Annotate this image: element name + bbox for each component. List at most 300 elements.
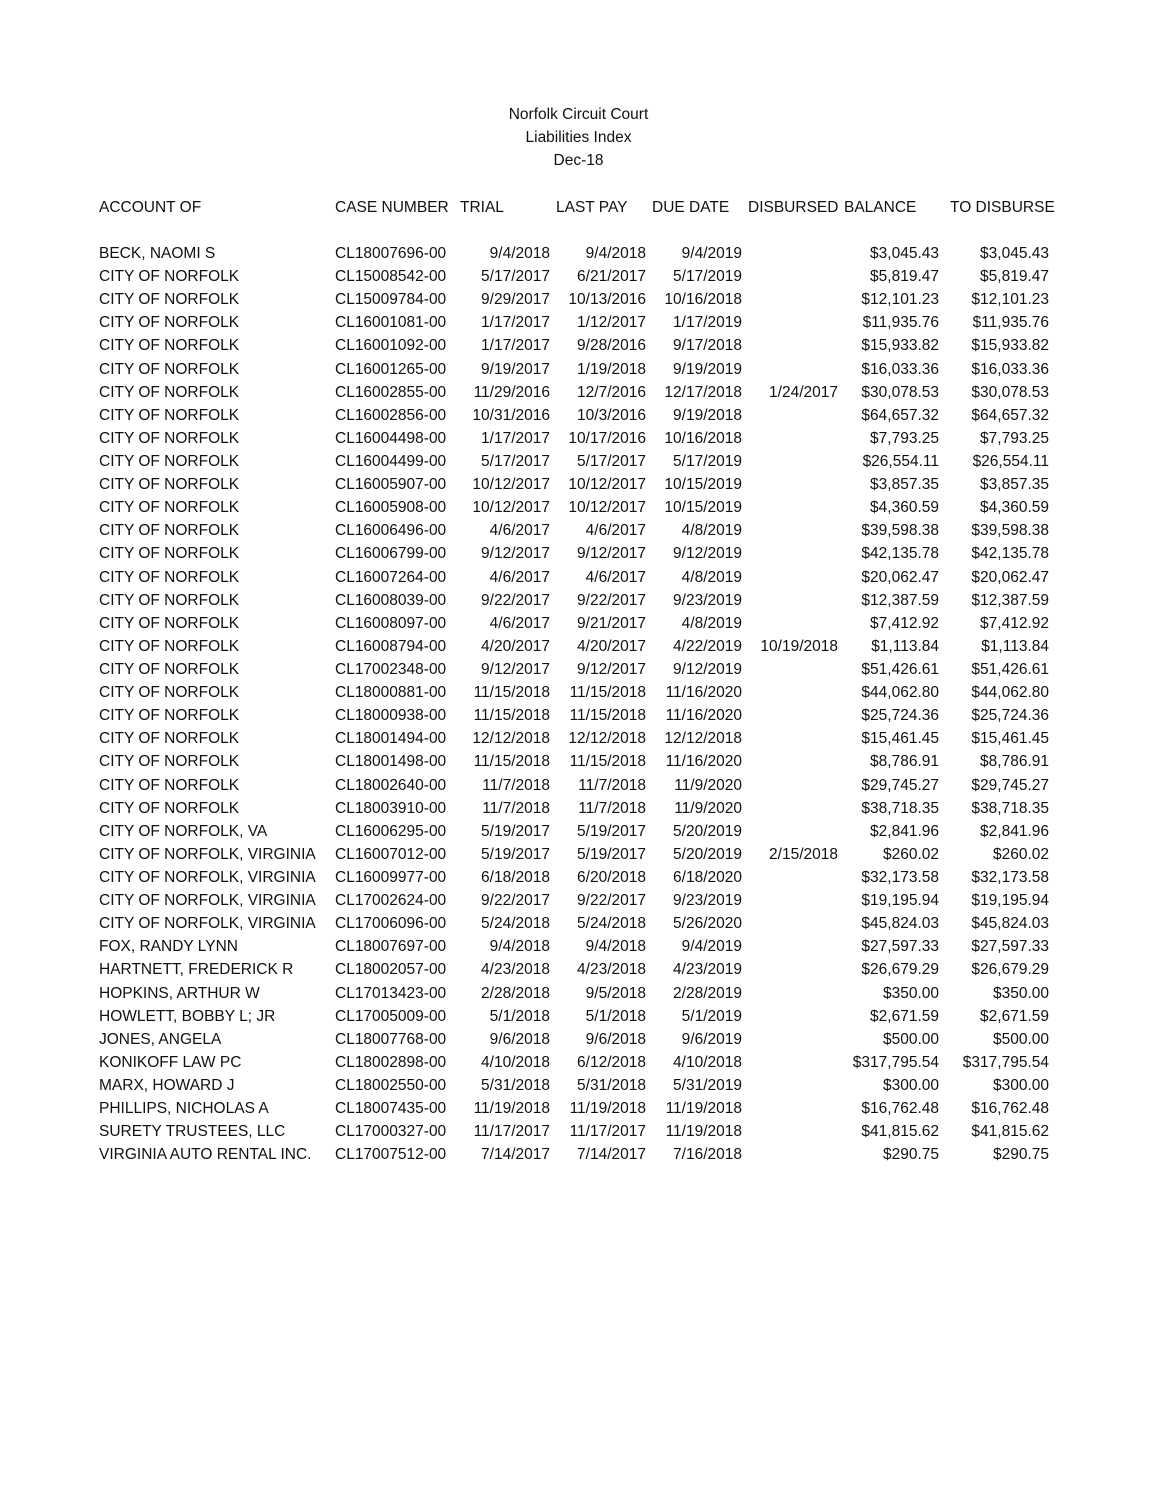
cell-last-pay: 10/17/2016 bbox=[568, 429, 646, 447]
cell-balance: $42,135.78 bbox=[861, 545, 939, 563]
cell-account-of: CITY OF NORFOLK bbox=[99, 499, 240, 517]
cell-to-disburse: $44,062.80 bbox=[971, 684, 1049, 702]
cell-case-number: CL16007264-00 bbox=[335, 568, 447, 586]
cell-due-date: 9/12/2019 bbox=[673, 660, 742, 678]
header-last-pay: LAST PAY bbox=[556, 199, 628, 216]
cell-account-of: CITY OF NORFOLK bbox=[99, 337, 240, 355]
cell-account-of: CITY OF NORFOLK bbox=[99, 776, 240, 794]
table-row bbox=[0, 612, 1157, 635]
cell-case-number: CL18002550-00 bbox=[335, 1076, 447, 1094]
table-row bbox=[0, 404, 1157, 427]
cell-balance: $350.00 bbox=[882, 984, 939, 1002]
cell-balance: $32,173.58 bbox=[861, 868, 939, 886]
cell-balance: $64,657.32 bbox=[861, 406, 939, 424]
table-row bbox=[0, 334, 1157, 357]
cell-trial: 11/15/2018 bbox=[473, 707, 550, 725]
cell-balance: $12,101.23 bbox=[861, 291, 939, 309]
cell-balance: $41,815.62 bbox=[861, 1123, 939, 1141]
cell-to-disburse: $1,113.84 bbox=[981, 637, 1049, 655]
column-headers bbox=[0, 196, 1157, 219]
cell-trial: 6/18/2018 bbox=[481, 868, 550, 886]
cell-trial: 5/24/2018 bbox=[481, 915, 550, 933]
cell-account-of: FOX, RANDY LYNN bbox=[99, 938, 238, 956]
cell-case-number: CL16001265-00 bbox=[335, 360, 447, 378]
cell-due-date: 9/23/2019 bbox=[673, 892, 742, 910]
cell-balance: $12,387.59 bbox=[861, 591, 939, 609]
cell-to-disburse: $12,101.23 bbox=[971, 291, 1049, 309]
cell-to-disburse: $5,819.47 bbox=[980, 268, 1049, 286]
cell-last-pay: 9/21/2017 bbox=[577, 614, 646, 632]
cell-last-pay: 1/19/2018 bbox=[577, 360, 646, 378]
cell-due-date: 11/9/2020 bbox=[674, 776, 742, 794]
cell-due-date: 4/10/2018 bbox=[673, 1053, 742, 1071]
cell-due-date: 5/26/2020 bbox=[673, 915, 742, 933]
cell-balance: $7,793.25 bbox=[870, 429, 939, 447]
cell-to-disburse: $39,598.38 bbox=[971, 522, 1049, 540]
cell-due-date: 9/4/2019 bbox=[681, 245, 742, 262]
cell-trial: 9/19/2017 bbox=[481, 360, 550, 378]
cell-balance: $20,062.47 bbox=[861, 568, 939, 586]
cell-last-pay: 1/12/2017 bbox=[577, 314, 646, 332]
cell-to-disburse: $32,173.58 bbox=[971, 868, 1049, 886]
header-balance: BALANCE bbox=[844, 199, 917, 216]
cell-trial: 4/23/2018 bbox=[481, 961, 550, 979]
cell-trial: 5/1/2018 bbox=[489, 1007, 550, 1025]
cell-last-pay: 4/6/2017 bbox=[585, 568, 646, 586]
cell-to-disburse: $3,045.43 bbox=[980, 245, 1049, 262]
cell-balance: $500.00 bbox=[882, 1030, 939, 1048]
cell-due-date: 10/16/2018 bbox=[664, 291, 742, 309]
cell-account-of: JONES, ANGELA bbox=[99, 1030, 222, 1048]
cell-last-pay: 11/15/2018 bbox=[569, 753, 646, 771]
cell-account-of: SURETY TRUSTEES, LLC bbox=[99, 1123, 286, 1141]
table-row bbox=[0, 311, 1157, 334]
report-header bbox=[0, 103, 1157, 172]
cell-trial: 5/17/2017 bbox=[481, 268, 550, 286]
cell-account-of: HARTNETT, FREDERICK R bbox=[99, 961, 294, 979]
cell-last-pay: 5/24/2018 bbox=[577, 915, 646, 933]
cell-trial: 5/19/2017 bbox=[481, 822, 550, 840]
cell-trial: 11/7/2018 bbox=[482, 799, 550, 817]
cell-account-of: CITY OF NORFOLK bbox=[99, 591, 240, 609]
cell-balance: $8,786.91 bbox=[870, 753, 939, 771]
cell-last-pay: 7/14/2017 bbox=[577, 1146, 646, 1164]
cell-trial: 9/12/2017 bbox=[481, 545, 550, 563]
cell-due-date: 10/16/2018 bbox=[664, 429, 742, 447]
cell-last-pay: 11/7/2018 bbox=[578, 799, 646, 817]
table-row bbox=[0, 566, 1157, 589]
cell-due-date: 11/16/2020 bbox=[665, 707, 742, 725]
cell-balance: $26,554.11 bbox=[862, 452, 939, 470]
cell-due-date: 12/12/2018 bbox=[664, 730, 742, 748]
cell-due-date: 12/17/2018 bbox=[664, 383, 742, 401]
table-row bbox=[0, 982, 1157, 1005]
cell-trial: 9/12/2017 bbox=[481, 660, 550, 678]
header-to-disburse: TO DISBURSE bbox=[950, 199, 1055, 216]
cell-due-date: 7/16/2018 bbox=[673, 1146, 742, 1164]
cell-last-pay: 9/4/2018 bbox=[585, 245, 646, 262]
cell-due-date: 5/20/2019 bbox=[673, 845, 742, 863]
cell-disbursed: 1/24/2017 bbox=[769, 383, 838, 401]
cell-case-number: CL18007768-00 bbox=[335, 1030, 447, 1048]
cell-case-number: CL18003910-00 bbox=[335, 799, 447, 817]
cell-case-number: CL17007512-00 bbox=[335, 1146, 447, 1164]
cell-trial: 1/17/2017 bbox=[481, 314, 550, 332]
cell-disbursed: 10/19/2018 bbox=[760, 637, 838, 655]
cell-case-number: CL18002057-00 bbox=[335, 961, 447, 979]
cell-balance: $39,598.38 bbox=[861, 522, 939, 540]
cell-account-of: CITY OF NORFOLK bbox=[99, 383, 240, 401]
cell-last-pay: 9/6/2018 bbox=[585, 1030, 646, 1048]
cell-last-pay: 9/22/2017 bbox=[577, 892, 646, 910]
table-row bbox=[0, 381, 1157, 404]
cell-to-disburse: $8,786.91 bbox=[980, 753, 1049, 771]
cell-last-pay: 4/6/2017 bbox=[585, 522, 646, 540]
cell-last-pay: 11/15/2018 bbox=[569, 684, 646, 702]
table-row bbox=[0, 889, 1157, 912]
cell-to-disburse: $30,078.53 bbox=[971, 383, 1049, 401]
cell-trial: 9/22/2017 bbox=[481, 591, 550, 609]
cell-account-of: KONIKOFF LAW PC bbox=[99, 1053, 242, 1071]
table-row bbox=[0, 288, 1157, 311]
cell-to-disburse: $7,412.92 bbox=[980, 614, 1049, 632]
cell-to-disburse: $45,824.03 bbox=[971, 915, 1049, 933]
cell-case-number: CL16008097-00 bbox=[335, 614, 447, 632]
table-row bbox=[0, 1097, 1157, 1120]
cell-case-number: CL16002855-00 bbox=[335, 383, 447, 401]
cell-last-pay: 11/19/2018 bbox=[569, 1100, 646, 1118]
cell-account-of: CITY OF NORFOLK, VIRGINIA bbox=[99, 915, 316, 933]
cell-trial: 10/31/2016 bbox=[472, 406, 550, 424]
cell-trial: 1/17/2017 bbox=[481, 337, 550, 355]
cell-case-number: CL16008794-00 bbox=[335, 637, 447, 655]
table-row bbox=[0, 866, 1157, 889]
cell-last-pay: 6/21/2017 bbox=[577, 268, 646, 286]
table-row bbox=[0, 496, 1157, 519]
table-row bbox=[0, 358, 1157, 381]
cell-balance: $317,795.54 bbox=[852, 1053, 939, 1071]
cell-trial: 10/12/2017 bbox=[472, 499, 550, 517]
cell-to-disburse: $2,841.96 bbox=[980, 822, 1049, 840]
table-row bbox=[0, 589, 1157, 612]
cell-to-disburse: $15,933.82 bbox=[971, 337, 1049, 355]
cell-due-date: 10/15/2019 bbox=[664, 499, 742, 517]
cell-case-number: CL16002856-00 bbox=[335, 406, 447, 424]
cell-balance: $51,426.61 bbox=[861, 660, 939, 678]
cell-account-of: CITY OF NORFOLK bbox=[99, 799, 240, 817]
cell-balance: $15,461.45 bbox=[861, 730, 939, 748]
cell-last-pay: 10/13/2016 bbox=[568, 291, 646, 309]
cell-due-date: 9/6/2019 bbox=[681, 1030, 742, 1048]
cell-balance: $16,762.48 bbox=[861, 1100, 939, 1118]
cell-due-date: 9/23/2019 bbox=[673, 591, 742, 609]
cell-to-disburse: $7,793.25 bbox=[980, 429, 1049, 447]
cell-account-of: CITY OF NORFOLK bbox=[99, 568, 240, 586]
cell-balance: $290.75 bbox=[882, 1146, 939, 1164]
cell-balance: $7,412.92 bbox=[870, 614, 939, 632]
cell-case-number: CL17013423-00 bbox=[335, 984, 447, 1002]
cell-last-pay: 6/20/2018 bbox=[577, 868, 646, 886]
table-row bbox=[0, 774, 1157, 797]
cell-to-disburse: $290.75 bbox=[992, 1146, 1049, 1164]
cell-case-number: CL17000327-00 bbox=[335, 1123, 447, 1141]
cell-balance: $260.02 bbox=[882, 845, 939, 863]
cell-trial: 11/7/2018 bbox=[482, 776, 550, 794]
cell-balance: $3,045.43 bbox=[870, 245, 939, 262]
cell-due-date: 9/19/2019 bbox=[673, 360, 742, 378]
table-row bbox=[0, 542, 1157, 565]
cell-due-date: 4/8/2019 bbox=[681, 522, 742, 540]
cell-trial: 9/6/2018 bbox=[489, 1030, 550, 1048]
cell-trial: 11/29/2016 bbox=[473, 383, 550, 401]
cell-case-number: CL18002898-00 bbox=[335, 1053, 447, 1071]
cell-last-pay: 12/7/2016 bbox=[577, 383, 646, 401]
cell-balance: $27,597.33 bbox=[861, 938, 939, 956]
cell-to-disburse: $26,679.29 bbox=[971, 961, 1049, 979]
cell-to-disburse: $11,935.76 bbox=[972, 314, 1049, 332]
cell-balance: $4,360.59 bbox=[870, 499, 939, 517]
cell-to-disburse: $19,195.94 bbox=[971, 892, 1049, 910]
cell-last-pay: 9/12/2017 bbox=[577, 660, 646, 678]
cell-balance: $19,195.94 bbox=[861, 892, 939, 910]
table-row bbox=[0, 797, 1157, 820]
table-row bbox=[0, 519, 1157, 542]
cell-case-number: CL18007435-00 bbox=[335, 1100, 447, 1118]
cell-account-of: BECK, NAOMI S bbox=[99, 245, 216, 262]
header-case-number: CASE NUMBER bbox=[335, 199, 449, 216]
cell-trial: 1/17/2017 bbox=[481, 429, 550, 447]
cell-due-date: 6/18/2020 bbox=[673, 868, 742, 886]
cell-trial: 11/15/2018 bbox=[473, 753, 550, 771]
cell-last-pay: 9/5/2018 bbox=[585, 984, 646, 1002]
cell-trial: 4/6/2017 bbox=[489, 614, 550, 632]
cell-case-number: CL18001498-00 bbox=[335, 753, 447, 771]
cell-case-number: CL16005908-00 bbox=[335, 499, 447, 517]
liabilities-table bbox=[0, 242, 1157, 1166]
report-period: Dec-18 bbox=[553, 152, 604, 169]
cell-to-disburse: $16,762.48 bbox=[971, 1100, 1049, 1118]
cell-due-date: 9/4/2019 bbox=[681, 938, 742, 956]
cell-last-pay: 11/7/2018 bbox=[578, 776, 646, 794]
table-row bbox=[0, 635, 1157, 658]
cell-due-date: 10/15/2019 bbox=[664, 476, 742, 494]
header-account-of: ACCOUNT OF bbox=[99, 199, 202, 216]
cell-due-date: 5/20/2019 bbox=[673, 822, 742, 840]
cell-last-pay: 10/3/2016 bbox=[577, 406, 646, 424]
cell-disbursed: 2/15/2018 bbox=[769, 845, 838, 863]
header-due-date: DUE DATE bbox=[652, 199, 730, 216]
cell-account-of: CITY OF NORFOLK bbox=[99, 429, 240, 447]
cell-trial: 4/6/2017 bbox=[489, 568, 550, 586]
cell-case-number: CL16008039-00 bbox=[335, 591, 447, 609]
cell-last-pay: 5/19/2017 bbox=[577, 822, 646, 840]
cell-due-date: 4/8/2019 bbox=[681, 568, 742, 586]
cell-case-number: CL16004498-00 bbox=[335, 429, 447, 447]
cell-to-disburse: $300.00 bbox=[992, 1076, 1049, 1094]
cell-trial: 9/29/2017 bbox=[481, 291, 550, 309]
header-trial: TRIAL bbox=[460, 199, 504, 216]
cell-case-number: CL16004499-00 bbox=[335, 452, 447, 470]
table-row bbox=[0, 912, 1157, 935]
cell-account-of: CITY OF NORFOLK bbox=[99, 545, 240, 563]
cell-account-of: CITY OF NORFOLK bbox=[99, 360, 240, 378]
cell-due-date: 9/19/2018 bbox=[673, 406, 742, 424]
cell-to-disburse: $12,387.59 bbox=[971, 591, 1049, 609]
cell-last-pay: 5/31/2018 bbox=[577, 1076, 646, 1094]
cell-case-number: CL16009977-00 bbox=[335, 868, 447, 886]
cell-last-pay: 5/1/2018 bbox=[585, 1007, 646, 1025]
cell-case-number: CL16006496-00 bbox=[335, 522, 447, 540]
cell-case-number: CL16001081-00 bbox=[335, 314, 447, 332]
cell-to-disburse: $42,135.78 bbox=[971, 545, 1049, 563]
cell-balance: $30,078.53 bbox=[861, 383, 939, 401]
cell-account-of: CITY OF NORFOLK, VA bbox=[99, 822, 268, 840]
table-row bbox=[0, 958, 1157, 981]
cell-case-number: CL16005907-00 bbox=[335, 476, 447, 494]
cell-account-of: CITY OF NORFOLK bbox=[99, 753, 240, 771]
cell-balance: $3,857.35 bbox=[870, 476, 939, 494]
cell-last-pay: 5/19/2017 bbox=[577, 845, 646, 863]
cell-to-disburse: $16,033.36 bbox=[971, 360, 1049, 378]
cell-last-pay: 12/12/2018 bbox=[568, 730, 646, 748]
cell-account-of: HOPKINS, ARTHUR W bbox=[99, 984, 260, 1002]
table-row bbox=[0, 1120, 1157, 1143]
cell-to-disburse: $4,360.59 bbox=[980, 499, 1049, 517]
cell-to-disburse: $317,795.54 bbox=[962, 1053, 1049, 1071]
cell-last-pay: 10/12/2017 bbox=[568, 499, 646, 517]
cell-case-number: CL18000938-00 bbox=[335, 707, 447, 725]
cell-case-number: CL17002348-00 bbox=[335, 660, 447, 678]
cell-to-disburse: $350.00 bbox=[992, 984, 1049, 1002]
cell-account-of: CITY OF NORFOLK bbox=[99, 268, 240, 286]
cell-to-disburse: $260.02 bbox=[992, 845, 1049, 863]
cell-trial: 4/6/2017 bbox=[489, 522, 550, 540]
cell-balance: $38,718.35 bbox=[861, 799, 939, 817]
cell-to-disburse: $2,671.59 bbox=[980, 1007, 1049, 1025]
cell-to-disburse: $51,426.61 bbox=[971, 660, 1049, 678]
cell-last-pay: 4/23/2018 bbox=[577, 961, 646, 979]
cell-account-of: CITY OF NORFOLK, VIRGINIA bbox=[99, 845, 316, 863]
cell-trial: 9/4/2018 bbox=[489, 938, 550, 956]
cell-trial: 5/17/2017 bbox=[481, 452, 550, 470]
cell-account-of: MARX, HOWARD J bbox=[99, 1076, 235, 1094]
table-row bbox=[0, 242, 1157, 265]
table-row bbox=[0, 450, 1157, 473]
cell-due-date: 11/16/2020 bbox=[665, 684, 742, 702]
cell-to-disburse: $64,657.32 bbox=[971, 406, 1049, 424]
cell-account-of: CITY OF NORFOLK bbox=[99, 707, 240, 725]
cell-case-number: CL16007012-00 bbox=[335, 845, 447, 863]
cell-last-pay: 9/28/2016 bbox=[577, 337, 646, 355]
cell-balance: $2,671.59 bbox=[870, 1007, 939, 1025]
table-row bbox=[0, 658, 1157, 681]
cell-account-of: CITY OF NORFOLK, VIRGINIA bbox=[99, 868, 316, 886]
cell-trial: 7/14/2017 bbox=[481, 1146, 550, 1164]
cell-to-disburse: $29,745.27 bbox=[971, 776, 1049, 794]
cell-balance: $29,745.27 bbox=[861, 776, 939, 794]
cell-to-disburse: $41,815.62 bbox=[971, 1123, 1049, 1141]
cell-account-of: CITY OF NORFOLK bbox=[99, 452, 240, 470]
cell-account-of: PHILLIPS, NICHOLAS A bbox=[99, 1100, 269, 1118]
cell-to-disburse: $26,554.11 bbox=[972, 452, 1049, 470]
cell-last-pay: 11/15/2018 bbox=[569, 707, 646, 725]
cell-due-date: 4/22/2019 bbox=[673, 637, 742, 655]
cell-to-disburse: $25,724.36 bbox=[971, 707, 1049, 725]
cell-case-number: CL17002624-00 bbox=[335, 892, 447, 910]
cell-trial: 4/10/2018 bbox=[481, 1053, 550, 1071]
cell-balance: $5,819.47 bbox=[870, 268, 939, 286]
cell-case-number: CL15009784-00 bbox=[335, 291, 447, 309]
cell-balance: $2,841.96 bbox=[870, 822, 939, 840]
cell-account-of: HOWLETT, BOBBY L; JR bbox=[99, 1007, 276, 1025]
cell-case-number: CL18002640-00 bbox=[335, 776, 447, 794]
cell-case-number: CL18007697-00 bbox=[335, 938, 447, 956]
table-row bbox=[0, 1051, 1157, 1074]
cell-balance: $1,113.84 bbox=[871, 637, 939, 655]
cell-to-disburse: $15,461.45 bbox=[971, 730, 1049, 748]
cell-balance: $44,062.80 bbox=[861, 684, 939, 702]
table-row bbox=[0, 1143, 1157, 1166]
cell-last-pay: 11/17/2017 bbox=[569, 1123, 646, 1141]
cell-due-date: 11/9/2020 bbox=[674, 799, 742, 817]
cell-balance: $45,824.03 bbox=[861, 915, 939, 933]
table-row bbox=[0, 265, 1157, 288]
cell-last-pay: 9/22/2017 bbox=[577, 591, 646, 609]
table-row bbox=[0, 473, 1157, 496]
cell-last-pay: 10/12/2017 bbox=[568, 476, 646, 494]
cell-to-disburse: $20,062.47 bbox=[971, 568, 1049, 586]
table-row bbox=[0, 750, 1157, 773]
cell-due-date: 2/28/2019 bbox=[673, 984, 742, 1002]
cell-account-of: CITY OF NORFOLK bbox=[99, 406, 240, 424]
cell-account-of: CITY OF NORFOLK bbox=[99, 660, 240, 678]
cell-trial: 2/28/2018 bbox=[481, 984, 550, 1002]
court-name: Norfolk Circuit Court bbox=[508, 106, 649, 123]
cell-case-number: CL16006295-00 bbox=[335, 822, 447, 840]
report-title: Liabilities Index bbox=[525, 129, 632, 146]
cell-due-date: 4/23/2019 bbox=[673, 961, 742, 979]
cell-account-of: VIRGINIA AUTO RENTAL INC. bbox=[99, 1146, 312, 1164]
cell-trial: 5/31/2018 bbox=[481, 1076, 550, 1094]
table-row bbox=[0, 1028, 1157, 1051]
table-row bbox=[0, 681, 1157, 704]
cell-account-of: CITY OF NORFOLK bbox=[99, 614, 240, 632]
cell-trial: 4/20/2017 bbox=[481, 637, 550, 655]
cell-balance: $26,679.29 bbox=[861, 961, 939, 979]
cell-trial: 9/4/2018 bbox=[489, 245, 550, 262]
cell-case-number: CL18001494-00 bbox=[335, 730, 447, 748]
cell-account-of: CITY OF NORFOLK bbox=[99, 684, 240, 702]
cell-due-date: 5/1/2019 bbox=[681, 1007, 742, 1025]
cell-account-of: CITY OF NORFOLK, VIRGINIA bbox=[99, 892, 316, 910]
cell-trial: 12/12/2018 bbox=[472, 730, 550, 748]
cell-due-date: 5/17/2019 bbox=[673, 452, 742, 470]
cell-balance: $16,033.36 bbox=[861, 360, 939, 378]
cell-account-of: CITY OF NORFOLK bbox=[99, 730, 240, 748]
cell-case-number: CL15008542-00 bbox=[335, 268, 447, 286]
table-row bbox=[0, 843, 1157, 866]
table-row bbox=[0, 1074, 1157, 1097]
cell-case-number: CL18007696-00 bbox=[335, 245, 447, 262]
cell-case-number: CL17006096-00 bbox=[335, 915, 447, 933]
cell-account-of: CITY OF NORFOLK bbox=[99, 637, 240, 655]
cell-balance: $11,935.76 bbox=[862, 314, 939, 332]
cell-due-date: 5/31/2019 bbox=[673, 1076, 742, 1094]
cell-account-of: CITY OF NORFOLK bbox=[99, 476, 240, 494]
cell-last-pay: 4/20/2017 bbox=[577, 637, 646, 655]
cell-due-date: 4/8/2019 bbox=[681, 614, 742, 632]
cell-last-pay: 9/4/2018 bbox=[585, 938, 646, 956]
